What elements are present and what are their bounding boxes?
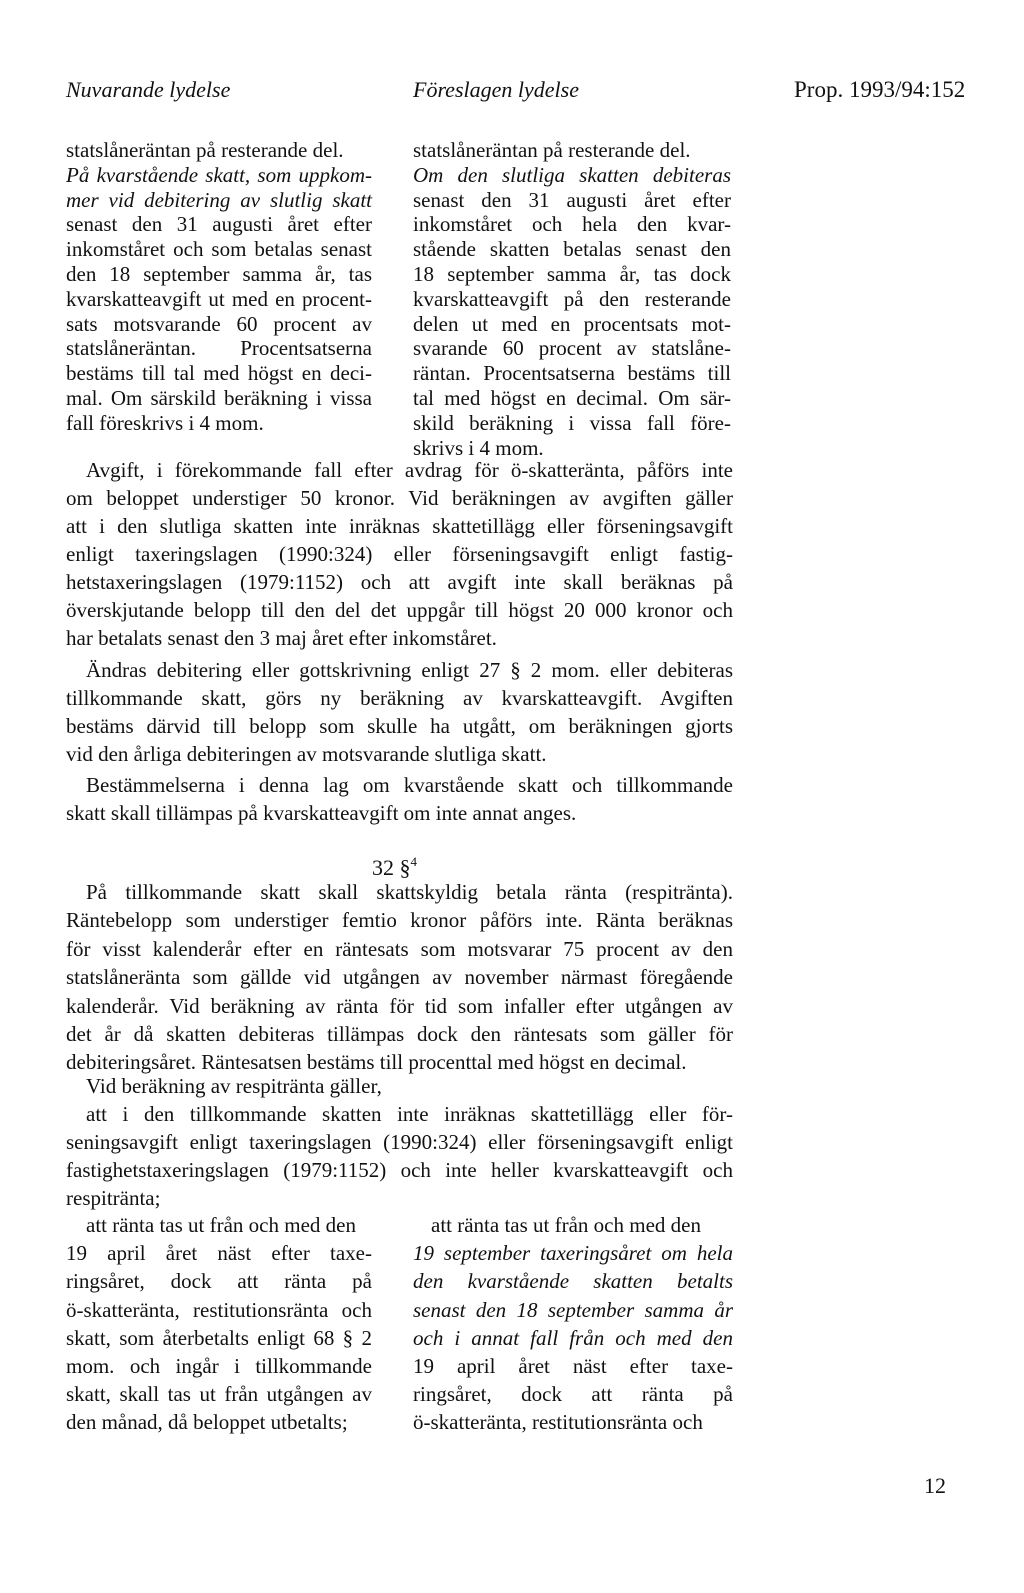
text-line: sats motsvarande 60 procent av <box>66 311 372 336</box>
section-label: 32 § <box>372 855 411 880</box>
text-line: mer vid debitering av slutlig skatt <box>66 187 372 212</box>
text-line: mom. och ingår i tillkommande <box>66 1354 372 1379</box>
paragraph-fee-threshold <box>66 456 733 652</box>
text-line: skrivs i 4 mom. <box>413 435 544 460</box>
text-line: ö-skatteränta, restitutionsränta och <box>413 1410 703 1435</box>
text-line: tillkommande skatt, görs ny beräkning av kvarskatteavgift. Avgiften <box>66 686 733 710</box>
text-line: statslåneräntan. Procentsatserna <box>66 336 372 361</box>
text-line: fall föreskrivs i 4 mom. <box>66 410 264 435</box>
paragraph-applicability <box>66 771 733 827</box>
text-line: 19 april året näst efter taxe- <box>413 1354 733 1379</box>
text-line: bestäms därvid till belopp som skulle ha utgått, om beräkningen gjorts <box>66 714 733 738</box>
text-line: statslåneränta som gällde vid utgången av november närmast föregående <box>66 965 733 990</box>
text-line: skild beräkning i vissa fall före- <box>413 410 731 435</box>
text-line: att ränta tas ut från och med den <box>431 1213 701 1237</box>
text-line: delen ut med en procentsats mot- <box>413 311 731 336</box>
text-line: tal med högst en decimal. Om sär- <box>413 385 731 410</box>
text-line: den kvarstående skatten betalts <box>413 1269 733 1294</box>
paragraph-respite-exclusions <box>66 1100 733 1212</box>
text-line: Avgift, i förekommande fall efter avdrag för ö-skatteränta, påförs inte <box>86 458 733 482</box>
text-line: seningsavgift enligt taxeringslagen (1990:324) eller förseningsavgift enligt <box>66 1130 733 1154</box>
proposed-wording-column-1 <box>413 138 731 460</box>
text-line: hetstaxeringslagen (1979:1152) och att avgift inte skall beräknas på <box>66 570 733 594</box>
text-line: statslåneräntan på resterande del. <box>66 138 344 162</box>
text-line: för visst kalenderår efter en räntesats som motsvarar 75 procent av den <box>66 936 733 961</box>
text-line: kvarskatteavgift ut med en procent- <box>66 286 372 311</box>
text-line: det år då skatten debiteras tillämpas dock den räntesats som gäller för <box>66 1022 733 1047</box>
text-line: På kvarstående skatt, som uppkom- <box>66 162 372 187</box>
text-line: Vid beräkning av respitränta gäller, <box>86 1074 382 1098</box>
text-line: debiteringsåret. Räntesatsen bestäms till procenttal med högst en decimal. <box>66 1050 687 1075</box>
text-line: vid den årliga debiteringen av motsvarande slutliga skatt. <box>66 742 547 766</box>
text-line: skatt, skall tas ut från utgången av <box>66 1382 372 1407</box>
text-line: svarande 60 procent av statslåne- <box>413 336 731 361</box>
proposed-wording-column-2 <box>413 1211 733 1437</box>
text-line: Bestämmelserna i denna lag om kvarstående skatt och tillkommande <box>86 773 733 797</box>
text-line: På tillkommande skatt skall skattskyldig betala ränta (respitränta). <box>86 880 733 904</box>
text-line: Ändras debitering eller gottskrivning enligt 27 § 2 mom. eller debiteras <box>86 658 733 682</box>
text-line: Om den slutliga skatten debiteras <box>413 162 731 187</box>
text-line: skatt skall tillämpas på kvarskatteavgift om inte annat anges. <box>66 801 577 825</box>
text-line: den månad, då beloppet utbetalts; <box>66 1410 348 1435</box>
footnote-marker: 4 <box>410 854 417 869</box>
current-wording-column-1 <box>66 138 372 436</box>
page-number: 12 <box>924 1473 946 1498</box>
text-line: överskjutande belopp till den del det uppgår till högst 20 000 kronor och <box>66 598 733 622</box>
text-line: att i den tillkommande skatten inte inräknas skattetillägg eller för- <box>86 1102 733 1126</box>
text-line: 19 april året näst efter taxe- <box>66 1241 372 1266</box>
header-proposed-wording: Föreslagen lydelse <box>413 77 579 102</box>
text-line: mal. Om särskild beräkning i vissa <box>66 385 372 410</box>
text-line: ringsåret, dock att ränta på <box>413 1382 733 1407</box>
text-line: om beloppet understiger 50 kronor. Vid beräkningen av avgiften gäller <box>66 486 733 510</box>
text-line: 18 september samma år, tas dock <box>413 261 731 286</box>
paragraph-respite-rules-intro <box>66 1072 733 1100</box>
text-line: inkomståret och hela den kvar- <box>413 212 731 237</box>
header-current-wording: Nuvarande lydelse <box>66 77 231 102</box>
text-line: ö-skatteränta, restitutionsränta och <box>66 1297 372 1322</box>
text-line: kvarskatteavgift på den resterande <box>413 286 731 311</box>
text-line: statslåneräntan på resterande del. <box>413 138 691 162</box>
text-line: respitränta; <box>66 1186 161 1210</box>
text-line: att ränta tas ut från och med den <box>86 1213 356 1237</box>
paragraph-respite-interest <box>66 878 733 1077</box>
text-line: ringsåret, dock att ränta på <box>66 1269 372 1294</box>
text-line: 19 september taxeringsåret om hela <box>413 1241 733 1266</box>
text-line: räntan. Procentsatserna bestäms till <box>413 361 731 386</box>
text-line: fastighetstaxeringslagen (1979:1152) och inte heller kvarskatteavgift och <box>66 1158 733 1182</box>
text-line: den 18 september samma år, tas <box>66 261 372 286</box>
text-line: Räntebelopp som understiger femtio kronor påförs inte. Ränta beräknas <box>66 908 733 933</box>
text-line: enligt taxeringslagen (1990:324) eller förseningsavgift enligt fastig- <box>66 542 733 566</box>
paragraph-recalculation <box>66 656 733 768</box>
text-line: senast den 18 september samma år <box>413 1297 733 1322</box>
header-proposition-number: Prop. 1993/94:152 <box>794 77 966 102</box>
text-line: skatt, som återbetalts enligt 68 § 2 <box>66 1325 372 1350</box>
text-line: kalenderår. Vid beräkning av ränta för tid som infaller efter utgången av <box>66 993 733 1018</box>
current-wording-column-2 <box>66 1211 372 1437</box>
text-line: inkomståret och som betalas senast <box>66 237 372 262</box>
text-line: och i annat fall från och med den <box>413 1325 733 1350</box>
text-line: senast den 31 augusti året efter <box>66 212 372 237</box>
text-line: att i den slutliga skatten inte inräknas skattetillägg eller förseningsavgift <box>66 514 733 538</box>
text-line: bestäms till tal med högst en deci- <box>66 361 372 386</box>
text-line: senast den 31 augusti året efter <box>413 187 731 212</box>
text-line: har betalats senast den 3 maj året efter inkomståret. <box>66 626 497 650</box>
text-line: stående skatten betalas senast den <box>413 237 731 262</box>
